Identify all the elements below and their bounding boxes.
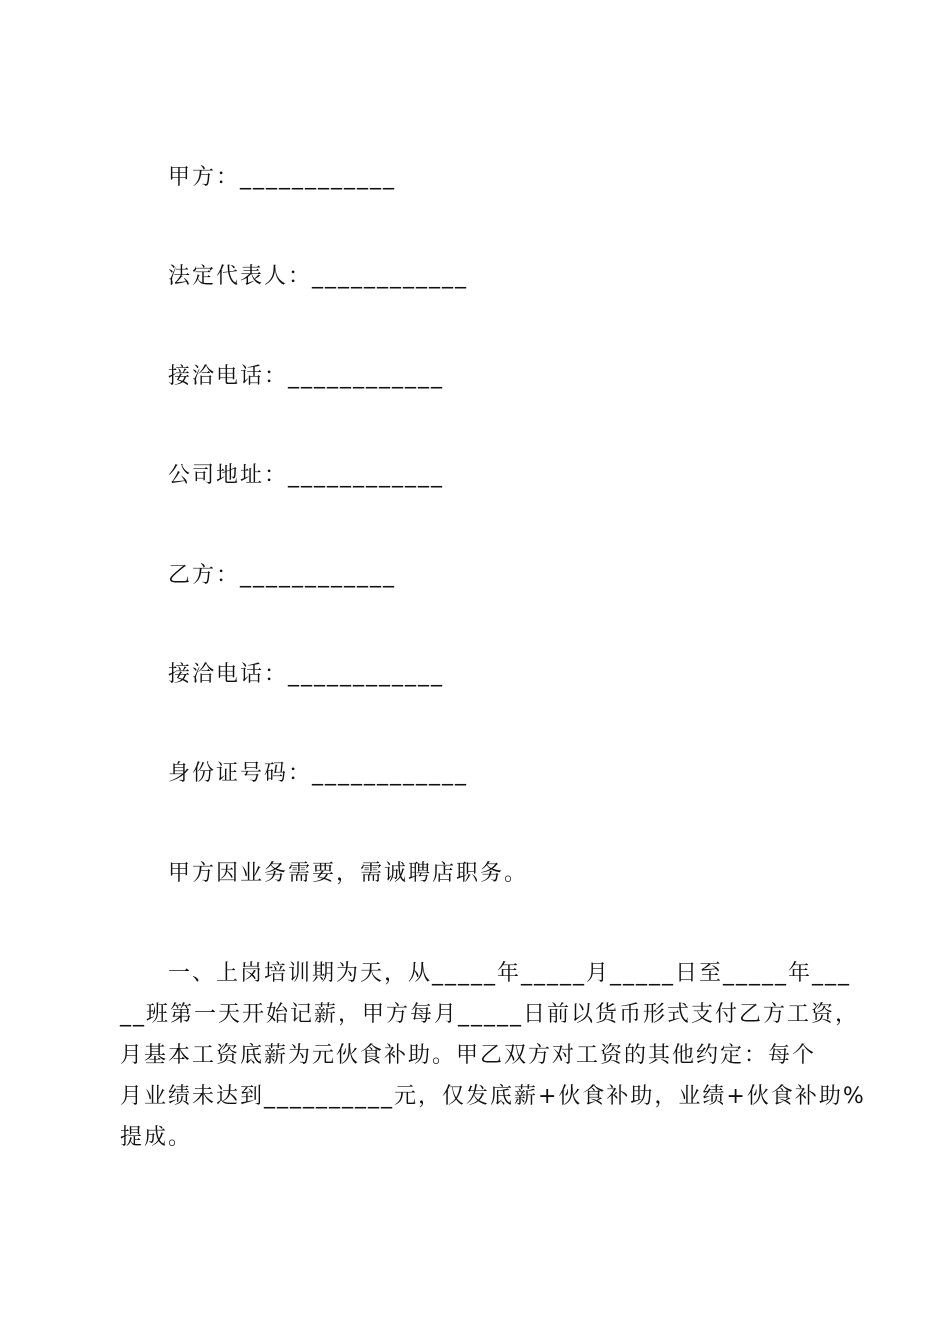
legal-representative-field: 法定代表人：____________ <box>168 264 469 289</box>
clause-1-line: __班第一天开始记薪，甲方每月_____日前以货币形式支付乙方工资， <box>120 1002 860 1027</box>
party-a-phone-field: 接洽电话：____________ <box>168 364 445 389</box>
id-number-field: 身份证号码：____________ <box>168 761 469 786</box>
party-b-field: 乙方：____________ <box>168 563 397 588</box>
clause-1-line: 提成。 <box>120 1125 193 1150</box>
clause-1-line: 一、上岗培训期为天，从_____年_____月_____日至_____年___ <box>168 961 852 986</box>
clause-1-line: 月业绩未达到__________元，仅发底薪+伙食补助，业绩+伙食补助% <box>120 1084 866 1109</box>
party-a-field: 甲方：____________ <box>168 165 397 190</box>
clause-1-line: 月基本工资底薪为元伙食补助。甲乙双方对工资的其他约定：每个 <box>120 1043 817 1068</box>
party-b-phone-field: 接洽电话：____________ <box>168 662 445 687</box>
intro-paragraph: 甲方因业务需要，需诚聘店职务。 <box>168 861 529 886</box>
company-address-field: 公司地址：____________ <box>168 463 445 488</box>
clause-1-paragraph <box>120 953 866 1158</box>
